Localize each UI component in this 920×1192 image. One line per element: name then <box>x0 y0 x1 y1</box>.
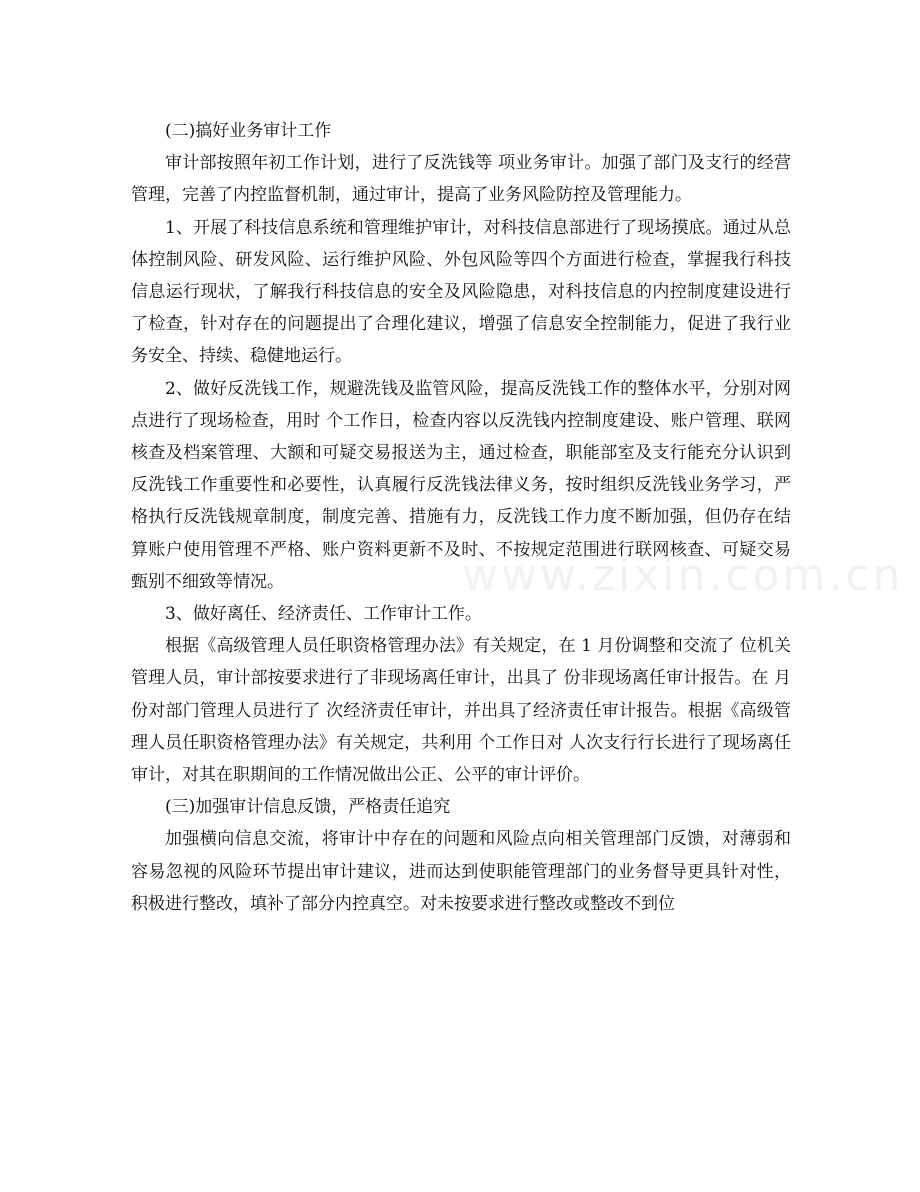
paragraph-audit-plan: 审计部按照年初工作计划，进行了反洗钱等 项业务审计。加强了部门及支行的经营管理，完善了内控监督机制，通过审计，提高了业务风险防控及管理能力。 <box>131 153 791 206</box>
document-body <box>131 115 791 920</box>
section-heading-business-audit: (二)搞好业务审计工作 <box>165 121 332 141</box>
watermark: www.zixin.com.cn <box>462 550 904 601</box>
paragraph-anti-money-laundering: 2、做好反洗钱工作，规避洗钱及监管风险，提高反洗钱工作的整体水平，分别对网点进行了现场检查，用时 个工作日，检查内容以反洗钱内控制度建设、账户管理、联网核查及档案管理、大额和可疑交易报送为主，通过检查，职能部室及支行能充分认识到反洗钱工作重要性和必要性，认真履行反洗钱法律义务，按时组织反洗钱业务学习，严格执行反洗钱规章制度，制度完善、措施有力，反洗钱工作力度不断加强，但仍存在结算账户使用管理不严格、账户资料更新不及时、不按规定范围进行联网核查、可疑交易甄别不细致等情况。 <box>131 378 791 592</box>
subheading-departure-audit: 3、做好离任、经济责任、工作审计工作。 <box>165 604 482 625</box>
paragraph-tech-audit: 1、开展了科技信息系统和管理维护审计，对科技信息部进行了现场摸底。通过从总体控制风险、研发风险、运行维护风险、外包风险等四个方面进行检查，掌握我行科技信息运行现状，了解我行科技信息的安全及风险隐患，对科技信息的内控制度建设进行了检查，针对存在的问题提出了合理化建议，增强了信息安全控制能力，促进了我行业务安全、持续、稳健地运行。 <box>131 217 791 367</box>
section-heading-feedback: (三)加强审计信息反馈，严格责任追究 <box>165 797 451 818</box>
paragraph-feedback: 加强横向信息交流，将审计中存在的问题和风险点向相关管理部门反馈，对薄弱和容易忽视的风险环节提出审计建议，进而达到使职能管理部门的业务督导更具针对性，积极进行整改，填补了部分内控真空。对未按要求进行整改或整改不到位 <box>131 829 791 914</box>
paragraph-departure-audit: 根据《高级管理人员任职资格管理办法》有关规定，在 1 月份调整和交流了 位机关管理人员，审计部按要求进行了非现场离任审计，出具了 份非现场离任审计报告。在 月份对部门管理人员进行了 次经济责任审计，并出具了经济责任审计报告。根据《高级管理人员任职资格管理办法》有关规定，共利用 个工作日对 人次支行行长进行了现场离任审计，对其在职期间的工作情况做出公正、公平的审计评价。 <box>131 636 791 786</box>
